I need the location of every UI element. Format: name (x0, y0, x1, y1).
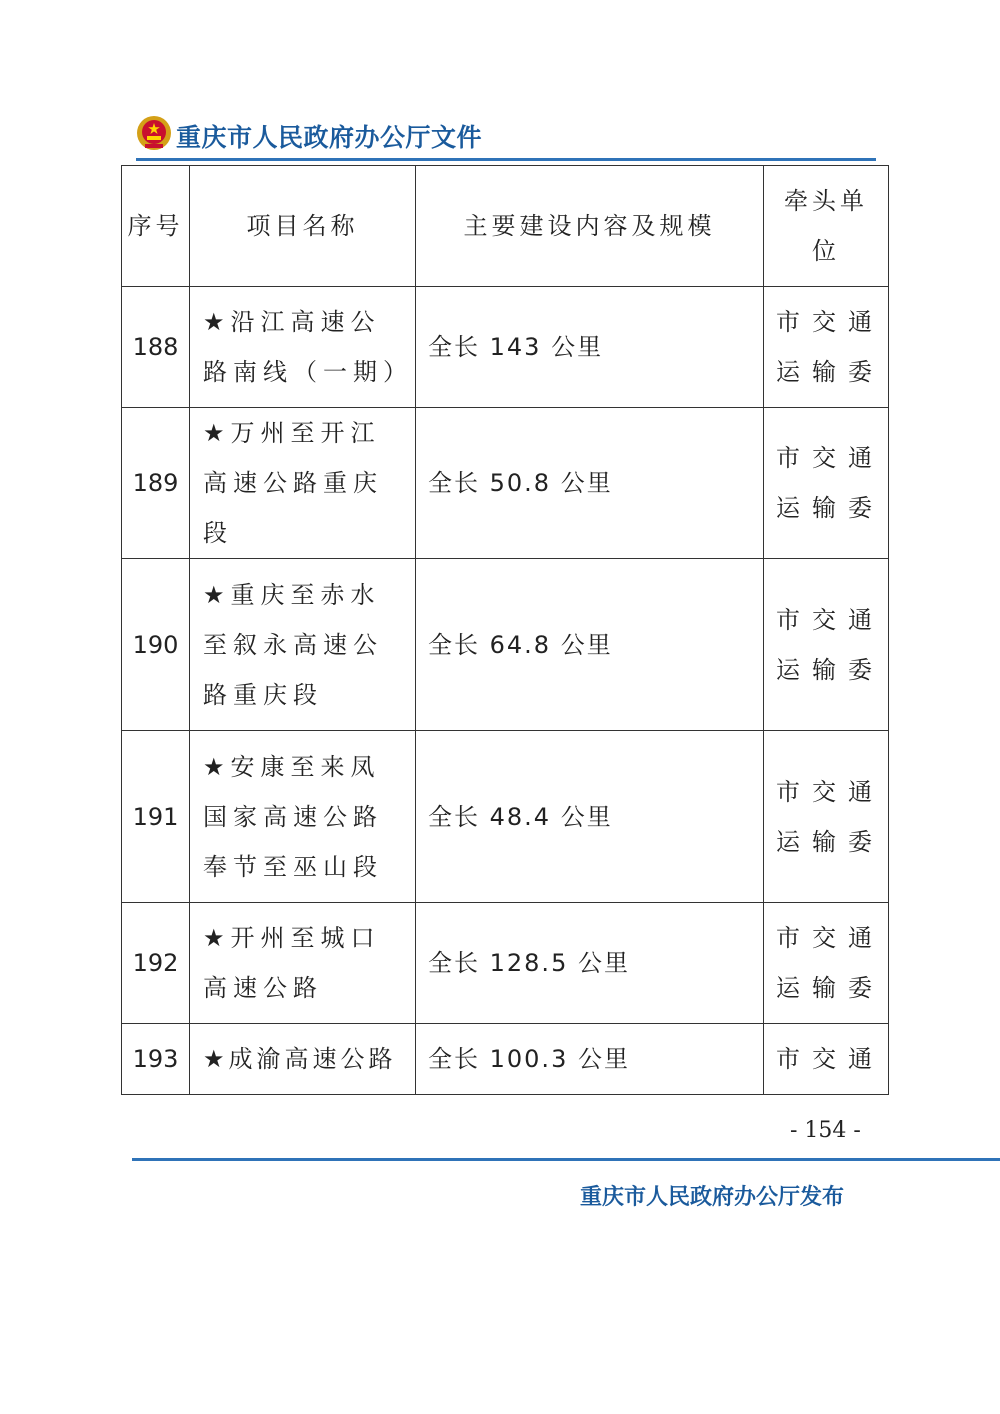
table-row (122, 559, 889, 731)
lead-unit: 市交通运输委 (764, 903, 889, 1024)
table-row (122, 1024, 889, 1095)
row-number: 189 (122, 408, 190, 559)
row-number: 188 (122, 287, 190, 408)
header-divider (136, 158, 876, 161)
table-row (122, 287, 889, 408)
lead-unit: 市交通运输委 (764, 287, 889, 408)
project-name: ★重庆至赤水至叙永高速公路重庆段 (190, 559, 416, 731)
national-emblem-icon (136, 115, 172, 151)
project-content: 全长 48.4 公里 (416, 731, 764, 903)
page-number: - 154 - (790, 1118, 861, 1143)
project-name: ★开州至城口高速公路 (190, 903, 416, 1024)
header-title: 重庆市人民政府办公厅文件 (176, 123, 483, 152)
project-name: ★安康至来凤国家高速公路奉节至巫山段 (190, 731, 416, 903)
lead-unit: 市交通 (764, 1024, 889, 1095)
table-header-row (122, 166, 889, 287)
project-content: 全长 100.3 公里 (416, 1024, 764, 1095)
lead-unit: 市交通运输委 (764, 559, 889, 731)
table-row (122, 903, 889, 1024)
table-row (122, 408, 889, 559)
column-header-project-name: 项目名称 (190, 166, 416, 287)
row-number: 190 (122, 559, 190, 731)
project-content: 全长 50.8 公里 (416, 408, 764, 559)
project-content: 全长 143 公里 (416, 287, 764, 408)
footer-publisher: 重庆市人民政府办公厅发布 (580, 1185, 845, 1210)
project-name: ★万州至开江高速公路重庆段 (190, 408, 416, 559)
footer-divider (132, 1158, 1000, 1161)
lead-unit: 市交通运输委 (764, 408, 889, 559)
project-name: ★沿江高速公路南线（一期） (190, 287, 416, 408)
lead-unit: 市交通运输委 (764, 731, 889, 903)
project-name: ★成渝高速公路 (190, 1024, 416, 1095)
project-content: 全长 128.5 公里 (416, 903, 764, 1024)
table-row (122, 731, 889, 903)
project-table (121, 165, 889, 1095)
project-content: 全长 64.8 公里 (416, 559, 764, 731)
row-number: 193 (122, 1024, 190, 1095)
column-header-content-scale: 主要建设内容及规模 (416, 166, 764, 287)
document-header (136, 112, 876, 164)
row-number: 192 (122, 903, 190, 1024)
row-number: 191 (122, 731, 190, 903)
column-header-lead-unit: 牵头单位 (764, 166, 889, 287)
column-header-number: 序号 (122, 166, 190, 287)
